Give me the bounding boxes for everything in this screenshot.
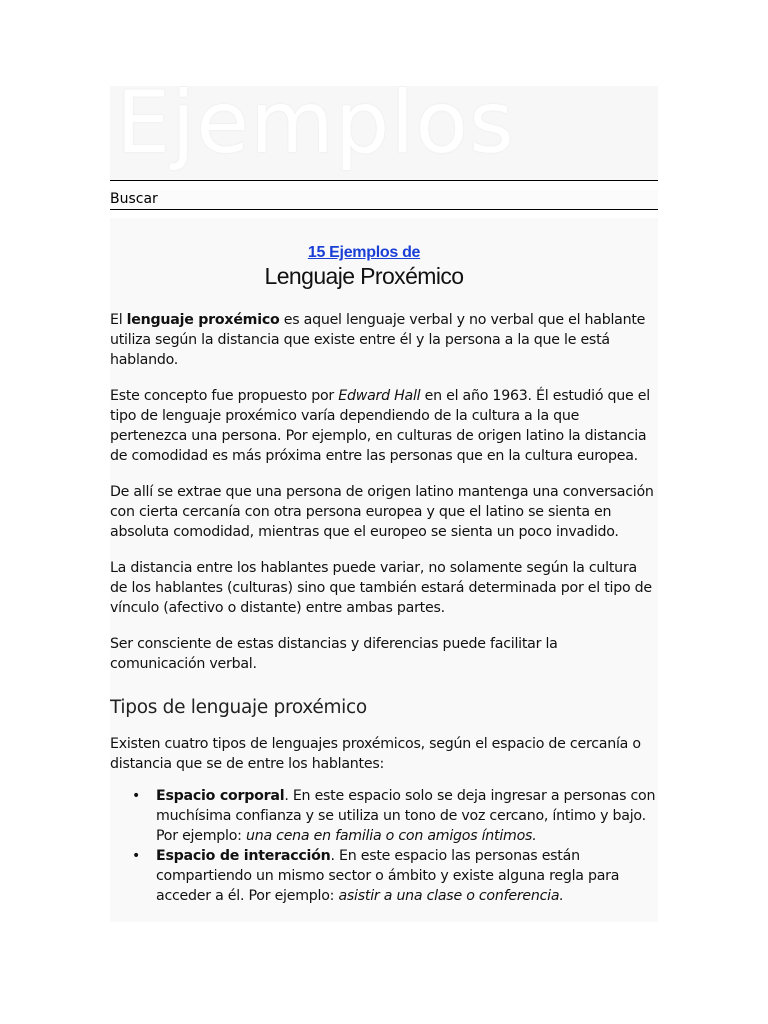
paragraph-3: De allí se extrae que una persona de origen latino mantenga una conversación con cierta cercanía con otra persona europea y que el latino se sienta en absoluta comodidad, mientras que el europeo se sienta un poco invadido. xyxy=(110,484,654,540)
p2-post: en el año 1963. Él estudió que el tipo de lenguaje proxémico varía dependiendo de la cultura a la que pertenezca una persona. Por ejemplo, en culturas de origen latino la distancia de comodidad es más próxima entre las personas que en la cultura europea. xyxy=(110,388,650,464)
list-item-text: . En este espacio las personas están compartiendo un mismo sector o ámbito y existe alguna regla para acceder a él. Por ejemplo: xyxy=(156,848,620,904)
list-item xyxy=(110,786,658,846)
paragraph-2 xyxy=(110,386,658,466)
site-header xyxy=(110,86,658,181)
paragraph-4: La distancia entre los hablantes puede variar, no solamente según la cultura de los hablantes (culturas) sino que también estará determinada por el tipo de vínculo (afectivo o distante) entre ambas partes. xyxy=(110,560,652,616)
list-item-text: . En este espacio solo se deja ingresar a personas con muchísima confianza y se utiliza un tono de voz cercano, íntimo y bajo. Por ejemplo: xyxy=(156,788,656,844)
search-label: Buscar xyxy=(110,191,158,207)
p1-bold-term: lenguaje proxémico xyxy=(126,312,280,328)
article-title: Lenguaje Proxémico xyxy=(264,263,464,289)
p1-post: es aquel lenguaje verbal y no verbal que el hablante utiliza según la distancia que existe entre él y la persona a la que le está hablando. xyxy=(110,312,646,368)
paragraph-1 xyxy=(110,310,658,370)
p2-pre: Este concepto fue propuesto por xyxy=(110,388,339,404)
list-item xyxy=(110,846,658,906)
site-logo[interactable]: Ejemplos xyxy=(116,86,515,173)
article-kicker-link[interactable]: 15 Ejemplos de xyxy=(307,244,421,261)
search-input[interactable] xyxy=(110,190,658,210)
section-intro: Existen cuatro tipos de lenguajes proxémicos, según el espacio de cercanía o distancia que se de entre los hablantes: xyxy=(110,736,641,772)
p2-italic-name: Edward Hall xyxy=(338,388,421,404)
list-item-term: Espacio de interacción xyxy=(156,848,331,864)
bullet-marker: • xyxy=(132,848,141,864)
bullet-marker: • xyxy=(132,788,141,804)
p1-pre: El xyxy=(110,312,127,328)
paragraph-5: Ser consciente de estas distancias y diferencias puede facilitar la comunicación verbal. xyxy=(110,636,558,672)
article-heading xyxy=(110,244,618,290)
article-body xyxy=(110,218,658,922)
list-item-example: asistir a una clase o conferencia. xyxy=(338,888,564,904)
types-list xyxy=(110,786,658,906)
list-item-example: una cena en familia o con amigos íntimos. xyxy=(245,828,537,844)
list-item-term: Espacio corporal xyxy=(156,788,285,804)
section-heading: Tipos de lenguaje proxémico xyxy=(110,697,367,718)
